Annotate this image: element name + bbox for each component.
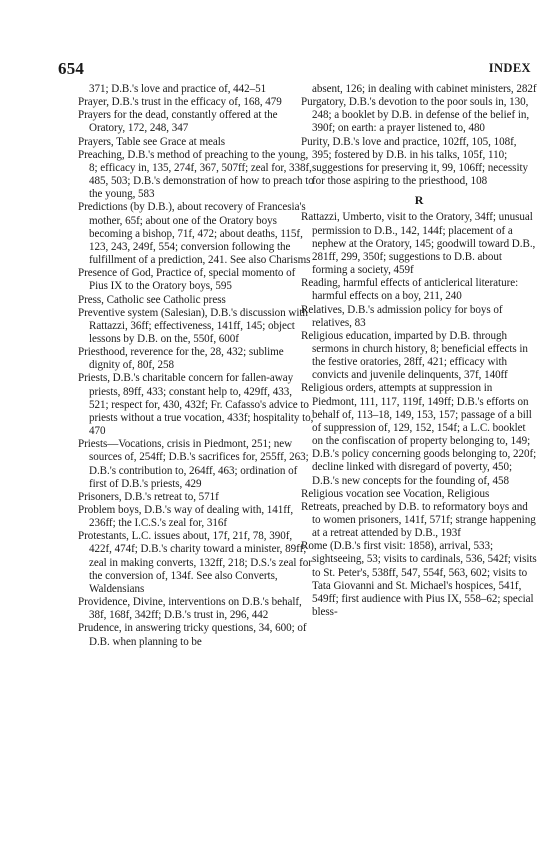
index-entry: Preaching, D.B.'s method of preaching to the young, 8; efficacy in, 135, 274f, 367, 507ff; zeal for, 338f, 485, 503; D.B.'s demonstration of how to preach to the young, 583 — [78, 148, 314, 201]
page-header — [58, 59, 531, 79]
index-entry: Retreats, preached by D.B. to reformatory boys and to women prisoners, 141f, 571f; strange happening at a retreat attended by D.B., 193f — [301, 500, 536, 540]
index-entry: Rattazzi, Umberto, visit to the Oratory, 34ff; unusual permission to D.B., 142, 144f; placement of a nephew at the Oratory, 145; goodwill toward D.B., 281ff, 299, 350f; suggestions to D.B. about forming a society, 459f — [301, 211, 536, 277]
index-entry: Preventive system (Salesian), D.B.'s discussion with Rattazzi, 36ff; effectiveness, 141ff, 145; object lessons by D.B. on the, 550f, 600f — [78, 306, 308, 345]
letter-heading: R — [414, 193, 424, 208]
entries-p-section — [301, 83, 537, 188]
index-entry: Prayers for the dead, constantly offered at the Oratory, 172, 248, 347 — [78, 109, 278, 135]
index-entry-continuation: 371; D.B.'s love and practice of, 442–51 — [89, 83, 267, 95]
index-column-left — [78, 83, 314, 649]
index-entry: Priests—Vocations, crisis in Piedmont, 251; new sources of, 254ff; D.B.'s sacrifices for, 255ff, 263; D.B.'s contribution to, 264ff, 463; ordination of first of D.B.'s priests, 429 — [78, 438, 309, 490]
index-entry: Problem boys, D.B.'s way of dealing with, 141ff, 236ff; the I.C.S.'s zeal for, 316f — [78, 504, 294, 530]
index-entry: Priesthood, reverence for the, 28, 432; sublime dignity of, 80f, 258 — [78, 346, 284, 372]
index-entry: Purgatory, D.B.'s devotion to the poor souls in, 130, 248; a booklet by D.B. in defense of the belief in, 390f; on earth: a prayer listened to, 480 — [301, 96, 530, 135]
index-entry: Predictions (by D.B.), about recovery of Francesia's mother, 65f; about one of the Oratory boys becoming a bishop, 71f, 472; about deaths, 115f, 123, 243, 249f, 554; conversion following the fulfillment of a prediction, 241. See also Charisms — [78, 201, 311, 267]
index-entry: Press, Catholic see Catholic press — [78, 293, 226, 306]
index-entry: Prayers, Table see Grace at meals — [78, 135, 226, 148]
index-entry: Purity, D.B.'s love and practice, 102ff, 105, 108f, 395; fostered by D.B. in his talks, 105f, 110; suggestions for preserving it, 99, 106ff; necessity for those aspiring to the priesthood, 108 — [301, 135, 529, 188]
index-entry: Rome (D.B.'s first visit: 1858), arrival, 533; sightseeing, 53; visits to cardinals, 536, 542f; visits to St. Peter's, 538ff, 547, 554f, 563, 602; visits to Tata Giovanni and St. Michael's hospices, 541f, 549ff; first audience with Pius IX, 558–62; special bless- — [301, 540, 537, 619]
index-entry: Prayer, D.B.'s trust in the efficacy of, 168, 479 — [78, 96, 282, 109]
page-number: 654 — [58, 59, 85, 78]
index-entry: Presence of God, Practice of, special momento of Pius IX to the Oratory boys, 595 — [78, 267, 296, 293]
section-label: INDEX — [488, 61, 531, 75]
index-entry: Relatives, D.B.'s admission policy for boys of relatives, 83 — [301, 303, 503, 329]
index-entry: Protestants, L.C. issues about, 17f, 21f, 78, 390f, 422f, 474f; D.B.'s charity toward a minister, 89ff; zeal in making converts, 132ff, 218; D.S.'s zeal for the conversion of, 134f. See also Converts, Waldensians — [78, 530, 312, 595]
index-column-right — [301, 83, 537, 619]
index-entry: Priests, D.B.'s charitable concern for fallen-away priests, 89ff, 433; constant help to, 429ff, 433, 521; respect for, 430, 432f; Fr. Cafasso's advice to priests without a true vocation, 433f; hospitality to, 470 — [78, 372, 314, 438]
index-entry: Reading, harmful effects of anticlerical literature: harmful effects on a boy, 211, 240 — [301, 277, 519, 303]
entries-r-section — [301, 211, 537, 619]
index-entry: Religious vocation see Vocation, Religious — [301, 487, 490, 500]
index-entry: Religious education, imparted by D.B. through sermons in church history, 8; beneficial effects in the festive oratories, 28ff, 421; efficacy with convicts and juvenile delinquents, 37f, 140ff — [301, 329, 528, 382]
index-entry-continuation: absent, 126; in dealing with cabinet ministers, 282f — [312, 83, 537, 95]
index-entry: Religious orders, attempts at suppression in Piedmont, 111, 117, 119f, 149ff; D.B.'s efforts on behalf of, 113–18, 149, 153, 157; passage of a bill of suppression of, 129, 152, 154f; a L.C. booklet on the confiscation of property belonging to, 149; D.B.'s policy concerning goods belonging to, 220f; decline linked with disregard of poverty, 450; D.B.'s new concepts for the founding of, 458 — [301, 382, 537, 487]
index-entry: Prisoners, D.B.'s retreat to, 571f — [78, 490, 219, 503]
index-entry: Providence, Divine, interventions on D.B.'s behalf, 38f, 168f, 342ff; D.B.'s trust in, 296, 442 — [78, 596, 302, 622]
index-entry: Prudence, in answering tricky questions, 34, 600; of D.B. when planning to be — [78, 622, 307, 648]
